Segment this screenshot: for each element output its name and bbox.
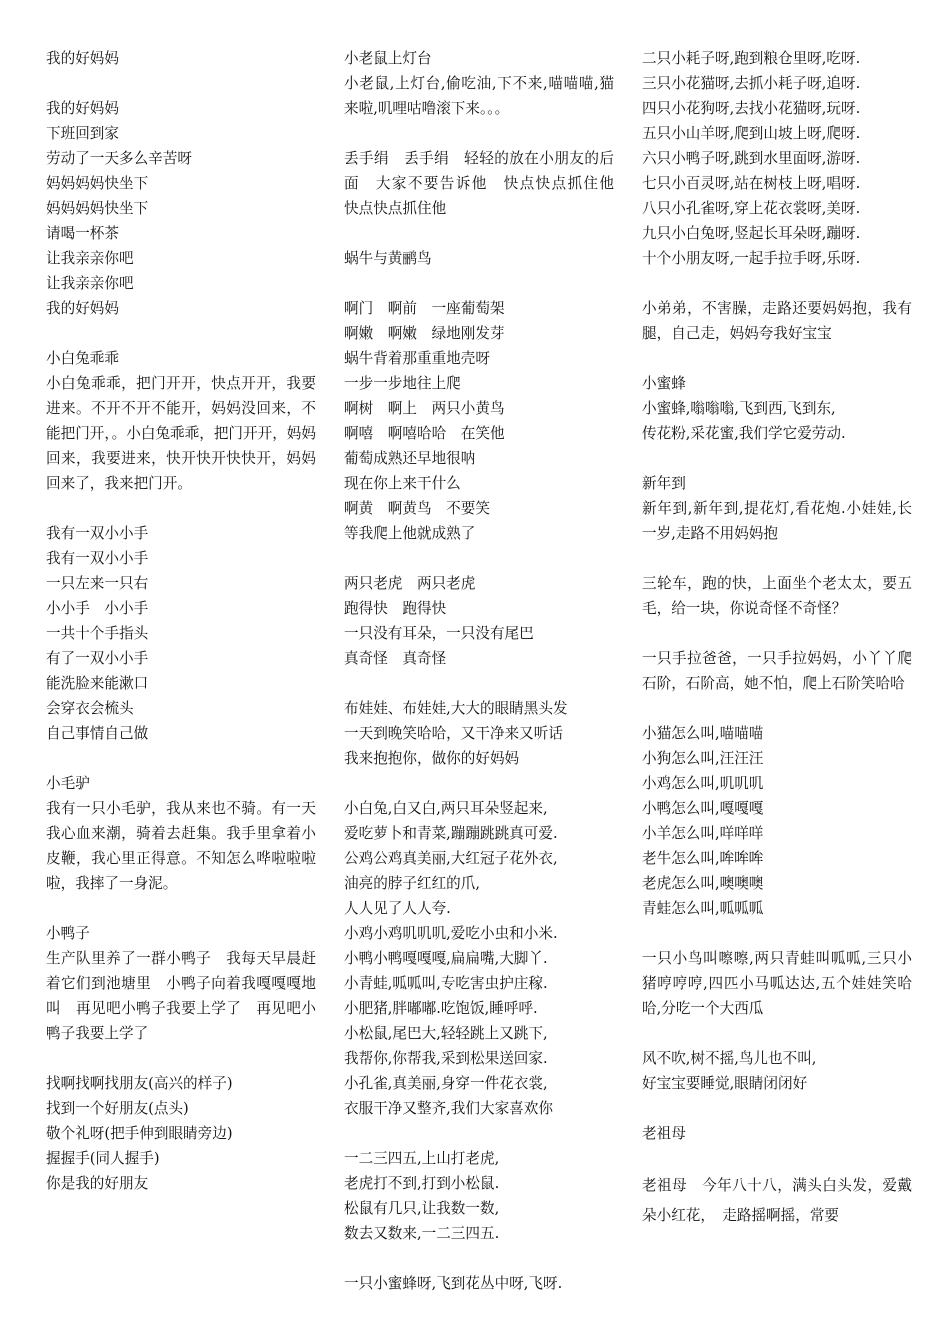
rhyme-line: 小蜜蜂,嗡嗡嗡,飞到西,飞到东, [642, 400, 836, 417]
rhyme-line: 五只小山羊呀,爬到山坡上呀,爬呀. [642, 125, 861, 142]
rhyme-line: 找到一个好朋友(点头) [46, 1100, 189, 1117]
rhyme-line: 啊黄 啊黄鸟 不要笑 [344, 500, 490, 517]
rhyme-line: 找啊找啊找朋友(高兴的样子) [46, 1075, 233, 1092]
rhyme-line: 小鸭怎么叫,嘎嘎嘎 [642, 800, 764, 817]
rhyme-block [344, 571, 614, 671]
rhyme-block [344, 696, 614, 771]
rhyme-paragraph: 小弟弟，不害臊，走路还要妈妈抱，我有腿，自己走，妈妈夸我好宝宝 [642, 300, 912, 342]
rhyme-paragraph: 我有一只小毛驴，我从来也不骑。有一天我心血来潮，骑着去赶集。我手里拿着小皮鞭，我心里正得意。不知怎么哗啦啦啦啦，我摔了一身泥。 [46, 800, 316, 892]
rhyme-line: 八只小孔雀呀,穿上花衣裳呀,美呀. [642, 200, 861, 217]
rhyme-line: 十个小朋友呀,一起手拉手呀,乐呀. [642, 250, 861, 267]
rhyme-line: 风不吹,树不摇,鸟儿也不叫, [642, 1050, 817, 1067]
rhyme-line: 青蛙怎么叫,呱呱呱 [642, 900, 764, 917]
rhyme-block [46, 1071, 316, 1196]
rhyme-line: 敬个礼呀(把手伸到眼睛旁边) [46, 1125, 233, 1142]
rhyme-block [344, 46, 614, 121]
rhyme-line: 我的好妈妈 [46, 300, 119, 317]
rhyme-line: 四只小花狗呀,去找小花猫呀,玩呀. [642, 100, 861, 117]
rhyme-title: 小蜜蜂 [642, 375, 686, 392]
rhyme-line: 啊门 啊前 一座葡萄架 [344, 300, 505, 317]
rhyme-block [642, 946, 912, 1021]
rhyme-line: 一只没有耳朵，一只没有尾巴 [344, 625, 534, 642]
rhyme-paragraph: 新年到,新年到,提花灯,看花炮.小娃娃,长一岁,走路不用妈妈抱 [642, 500, 912, 542]
rhyme-title: 小白兔乖乖 [46, 350, 119, 367]
rhyme-paragraph: 三轮车，跑的快，上面坐个老太太，要五毛，给一块，你说奇怪不奇怪？ [642, 575, 912, 617]
rhyme-line: 小白兔,白又白,两只耳朵竖起来, [344, 800, 548, 817]
rhyme-block [344, 246, 614, 271]
rhyme-line: 老虎打不到,打到小松鼠. [344, 1175, 500, 1192]
rhyme-block [642, 571, 912, 621]
rhyme-line: 油亮的脖子红红的爪, [344, 875, 480, 892]
rhyme-title: 两只老虎 两只老虎 [344, 575, 476, 592]
rhyme-line: 六只小鸭子呀,跳到水里面呀,游呀. [642, 150, 861, 167]
rhyme-line: 一只左来一只右 [46, 575, 149, 592]
rhyme-line: 我的好妈妈 [46, 100, 119, 117]
rhyme-line: 小小手 小小手 [46, 600, 149, 617]
rhyme-line: 小鸭小鸭嘎嘎嘎,扁扁嘴,大脚丫. [344, 950, 548, 967]
rhyme-block [642, 46, 912, 271]
rhyme-line: 让我亲亲你吧 [46, 250, 134, 267]
rhyme-line: 传花粉,采花蜜,我们学它爱劳动. [642, 425, 846, 442]
rhyme-block [46, 346, 316, 496]
rhyme-line: 我有一双小小手 [46, 550, 149, 567]
rhyme-paragraph: 小老鼠,上灯台,偷吃油,下不来,喵喵喵,猫来啦,叽哩咕噜滚下来。。。 [344, 75, 614, 117]
rhyme-line: 小鸡怎么叫,叽叽叽 [642, 775, 764, 792]
rhyme-line: 数去又数来,一二三四五. [344, 1225, 500, 1242]
rhyme-line: 二只小耗子呀,跑到粮仓里呀,吃呀. [642, 50, 861, 67]
rhyme-block [344, 296, 614, 546]
rhyme-line: 啊嘻 啊嘻哈哈 在笑他 [344, 425, 505, 442]
rhyme-line: 人人见了人人夸. [344, 900, 451, 917]
rhyme-line: 一天到晚笑哈哈，又干净来又听话 [344, 725, 563, 742]
column-middle [344, 46, 629, 1321]
rhyme-line: 蜗牛背着那重重地壳呀 [344, 350, 490, 367]
rhyme-block [642, 1046, 912, 1096]
rhyme-line: 跑得快 跑得快 [344, 600, 447, 617]
rhyme-line: 一只小蜜蜂呀,飞到花丛中呀,飞呀. [344, 1275, 563, 1292]
rhyme-block [46, 96, 316, 321]
rhyme-block [344, 1146, 614, 1246]
rhyme-title: 布娃娃、布娃娃,大大的眼睛黑头发 [344, 700, 568, 717]
rhyme-line: 自己事情自己做 [46, 725, 149, 742]
rhyme-block [642, 471, 912, 546]
rhyme-line: 三只小花猫呀,去抓小耗子呀,追呀. [642, 75, 861, 92]
rhyme-title: 我有一双小小手 [46, 525, 149, 542]
rhyme-title: 老祖母 [642, 1125, 686, 1142]
rhyme-line: 小孔雀,真美丽,身穿一件花衣裳, [344, 1075, 548, 1092]
rhyme-block [46, 521, 316, 746]
rhyme-paragraph: 丢手绢 丢手绢 轻轻的放在小朋友的后面 大家不要告诉他 快点快点抓住他 快点快点抓住他 [344, 150, 629, 217]
rhyme-line: 小猫怎么叫,喵喵喵 [642, 725, 764, 742]
rhyme-line: 衣服干净又整齐,我们大家喜欢你 [344, 1100, 553, 1117]
rhyme-block [642, 371, 912, 446]
rhyme-line: 七只小百灵呀,站在树枝上呀,唱呀. [642, 175, 861, 192]
rhyme-title: 小老鼠上灯台 [344, 50, 432, 67]
rhyme-block [344, 1271, 614, 1296]
column-left [46, 46, 316, 1221]
rhyme-line: 小青蛙,呱呱叫,专吃害虫护庄稼. [344, 975, 548, 992]
rhyme-line: 啊嫩 啊嫩 绿地刚发芽 [344, 325, 505, 342]
rhyme-line: 我帮你,你帮我,采到松果送回家. [344, 1050, 548, 1067]
rhyme-line: 请喝一杯茶 [46, 225, 119, 242]
rhyme-line: 你是我的好朋友 [46, 1175, 149, 1192]
rhyme-line: 松鼠有几只,让我数一数, [344, 1200, 500, 1217]
rhyme-line: 老虎怎么叫,噢噢噢 [642, 875, 764, 892]
rhyme-line: 一共十个手指头 [46, 625, 149, 642]
rhyme-title: 新年到 [642, 475, 686, 492]
rhyme-block [642, 646, 912, 696]
rhyme-paragraph: 一只小鸟叫嚓嚓,两只青蛙叫呱呱,三只小猪哼哼哼,四匹小马呱达达,五个娃娃笑哈哈,分吃一个大西瓜 [642, 950, 912, 1017]
rhyme-block [642, 721, 912, 921]
rhyme-line: 小狗怎么叫,汪汪汪 [642, 750, 764, 767]
rhyme-line: 让我亲亲你吧 [46, 275, 134, 292]
rhyme-paragraph: 老祖母 今年八十八，满头白头发，爱戴朵小红花， 走路摇啊摇，常要 [642, 1177, 912, 1224]
rhyme-title: 小鸭子 [46, 925, 90, 942]
rhyme-line: 劳动了一天多么辛苦呀 [46, 150, 192, 167]
rhyme-line: 九只小白兔呀,竖起长耳朵呀,蹦呀. [642, 225, 861, 242]
rhyme-line: 小鸡小鸡叽叽叽,爱吃小虫和小米. [344, 925, 558, 942]
rhyme-line: 葡萄成熟还早地很呐 [344, 450, 476, 467]
rhyme-line: 能洗脸来能漱口 [46, 675, 149, 692]
rhyme-block [642, 1121, 912, 1146]
rhyme-line: 握握手(同人握手) [46, 1150, 160, 1167]
rhyme-line: 小羊怎么叫,咩咩咩 [642, 825, 764, 842]
rhyme-block [344, 796, 614, 1121]
rhyme-line: 公鸡公鸡真美丽,大红冠子花外衣, [344, 850, 558, 867]
rhyme-title: 小毛驴 [46, 775, 90, 792]
rhyme-line: 下班回到家 [46, 125, 119, 142]
rhyme-title: 蜗牛与黄鹂鸟 [344, 250, 432, 267]
rhyme-block [642, 296, 912, 346]
rhyme-line: 啊树 啊上 两只小黄鸟 [344, 400, 505, 417]
rhyme-paragraph: 小白兔乖乖，把门开开，快点开开，我要进来。不开不开不能开，妈妈没回来，不能把门开，。小白兔乖乖，把门开开，妈妈回来，我要进来，快开快开快快开，妈妈回来了，我来把门开。 [46, 375, 316, 492]
rhyme-line: 好宝宝要睡觉,眼睛闭闭好 [642, 1075, 808, 1092]
rhyme-line: 我来抱抱你，做你的好妈妈 [344, 750, 520, 767]
rhyme-paragraph: 生产队里养了一群小鸭子 我每天早晨赶着它们到池塘里 小鸭子向着我嘎嘎嘎地叫 再见吧小鸭子我要上学了 再见吧小鸭子我要上学了 [46, 950, 316, 1042]
column-right [642, 46, 912, 1256]
rhyme-block [642, 1171, 912, 1231]
rhyme-line: 真奇怪 真奇怪 [344, 650, 447, 667]
rhyme-block [46, 46, 316, 71]
rhyme-block [46, 771, 316, 896]
rhyme-line: 爱吃萝卜和青菜,蹦蹦跳跳真可爱. [344, 825, 558, 842]
rhyme-line: 有了一双小小手 [46, 650, 149, 667]
rhyme-paragraph: 一只手拉爸爸，一只手拉妈妈，小丫丫爬石阶，石阶高，她不怕，爬上石阶笑哈哈 [642, 650, 912, 692]
rhyme-line: 老牛怎么叫,哞哞哞 [642, 850, 764, 867]
rhyme-block [46, 921, 316, 1046]
rhyme-line: 会穿衣会梳头 [46, 700, 134, 717]
rhyme-line: 小松鼠,尾巴大,轻轻跳上又跳下, [344, 1025, 548, 1042]
rhyme-block [344, 146, 629, 221]
rhyme-line: 妈妈妈妈快坐下 [46, 175, 149, 192]
rhyme-line: 一步一步地往上爬 [344, 375, 461, 392]
rhyme-line: 等我爬上他就成熟了 [344, 525, 476, 542]
rhyme-line: 妈妈妈妈快坐下 [46, 200, 149, 217]
rhyme-line: 现在你上来干什么 [344, 475, 461, 492]
rhyme-line: 小肥猪,胖嘟嘟.吃饱饭,睡呼呼. [344, 1000, 538, 1017]
rhyme-title: 我的好妈妈 [46, 50, 119, 67]
rhyme-line: 一二三四五,上山打老虎, [344, 1150, 500, 1167]
